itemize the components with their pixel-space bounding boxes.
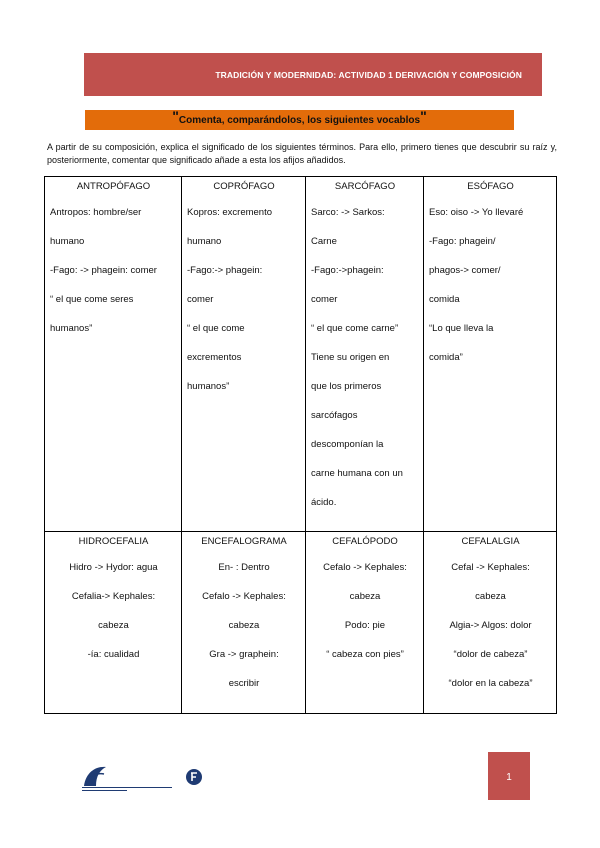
definition-line: cabeza [349,591,381,602]
header-title: TRADICIÓN Y MODERNIDAD: ACTIVIDAD 1 DERIVACIÓN Y COMPOSICIÓN [215,70,522,80]
table-cell [424,532,557,714]
banner-close-quote: " [420,108,427,124]
table-cell [45,532,182,714]
table-row [45,177,557,532]
definition-line: humanos” [187,381,230,392]
definition-line: “dolor de cabeza” [453,649,528,660]
institution-emblem [185,768,203,786]
definition-line: Antropos: hombre/ser [50,207,142,218]
term-heading: CEFALÓPODO [332,536,398,547]
table-cell [182,532,306,714]
definition-line: Hidro -> Hydor: agua [69,562,158,573]
table-cell [182,177,306,532]
definition-line: Kopros: excremento [187,207,273,218]
definition-line: cabeza [228,620,260,631]
definition-line: Gra -> graphein: [209,649,279,660]
definition-line: comida [429,294,460,305]
definition-line: humano [50,236,85,247]
definition-line: Cefalo -> Kephales: [323,562,407,573]
definition-line: excrementos [187,352,242,363]
definition-line: “dolor en la cabeza” [448,678,533,689]
definition-line: comer [187,294,214,305]
activity-banner [85,110,514,130]
definition-line: Carne [311,236,337,247]
definition-line: -Fago: -> phagein: comer [50,265,157,276]
definition-line: cabeza [475,591,506,602]
definition-line: -Fago:-> phagein: [187,265,263,276]
definition-line: Algia-> Algos: dolor [449,620,532,631]
definition-line: phagos-> comer/ [429,265,501,276]
definition-line: humanos” [50,323,93,334]
definition-line: humano [187,236,222,247]
definition-line: “ cabeza con pies” [326,649,404,660]
table-cell [306,177,424,532]
term-heading: HIDROCEFALIA [78,536,149,547]
definition-line: -ía: cualidad [87,649,140,660]
definition-line: “ el que come carne” [311,323,399,334]
term-heading: ESÓFAGO [467,181,514,192]
definition-line: “ el que come [187,323,245,334]
page-number: 1 [506,772,512,783]
term-heading: ENCEFALOGRAMA [201,536,287,547]
definition-line: “Lo que lleva la [429,323,494,334]
definition-line: Cefalia-> Kephales: [71,591,156,602]
header-bar [84,53,542,96]
definition-line: Cefal -> Kephales: [451,562,530,573]
definition-line: escribir [228,678,260,689]
definition-line: -Fago:->phagein: [311,265,384,276]
definition-line: comer [311,294,338,305]
vocabulary-table [44,176,557,714]
page-number-box [488,752,530,800]
definition-line: que los primeros [311,381,382,392]
definition-line: sarcófagos [311,410,358,421]
instructions-paragraph: A partir de su composición, explica el significado de los siguientes términos. Para ello, primero tienes que descubrir su raíz y, posteriormente, comentar que significado añade a esta los afijos añadidos. [47,142,557,165]
definition-line: En- : Dentro [218,562,270,573]
banner-open-quote: " [172,108,179,124]
definition-line: Eso: oiso -> Yo llevaré [429,207,524,218]
table-row [45,532,557,714]
definition-line: -Fago: phagein/ [429,236,496,247]
table-cell [306,532,424,714]
table-cell [45,177,182,532]
term-heading: SARCÓFAGO [334,181,396,192]
definition-line: carne humana con un [311,468,403,479]
definition-line: descomponían la [311,439,384,450]
definition-line: Podo: pie [344,620,386,631]
definition-line: Cefalo -> Kephales: [202,591,286,602]
banner-text: Comenta, comparándolos, los siguientes vocablos [178,115,421,126]
term-heading: CEFALALGIA [461,536,520,547]
university-logo [80,758,180,794]
definition-line: cabeza [98,620,129,631]
definition-line: ácido. [311,497,337,508]
definition-line: “ el que come seres [50,294,134,305]
definition-line: Sarco: -> Sarkos: [311,207,385,218]
definition-line: comida” [429,352,463,363]
term-heading: ANTROPÓFAGO [76,181,151,192]
definition-line: Tiene su origen en [311,352,390,363]
term-heading: COPRÓFAGO [213,181,275,192]
table-cell [424,177,557,532]
